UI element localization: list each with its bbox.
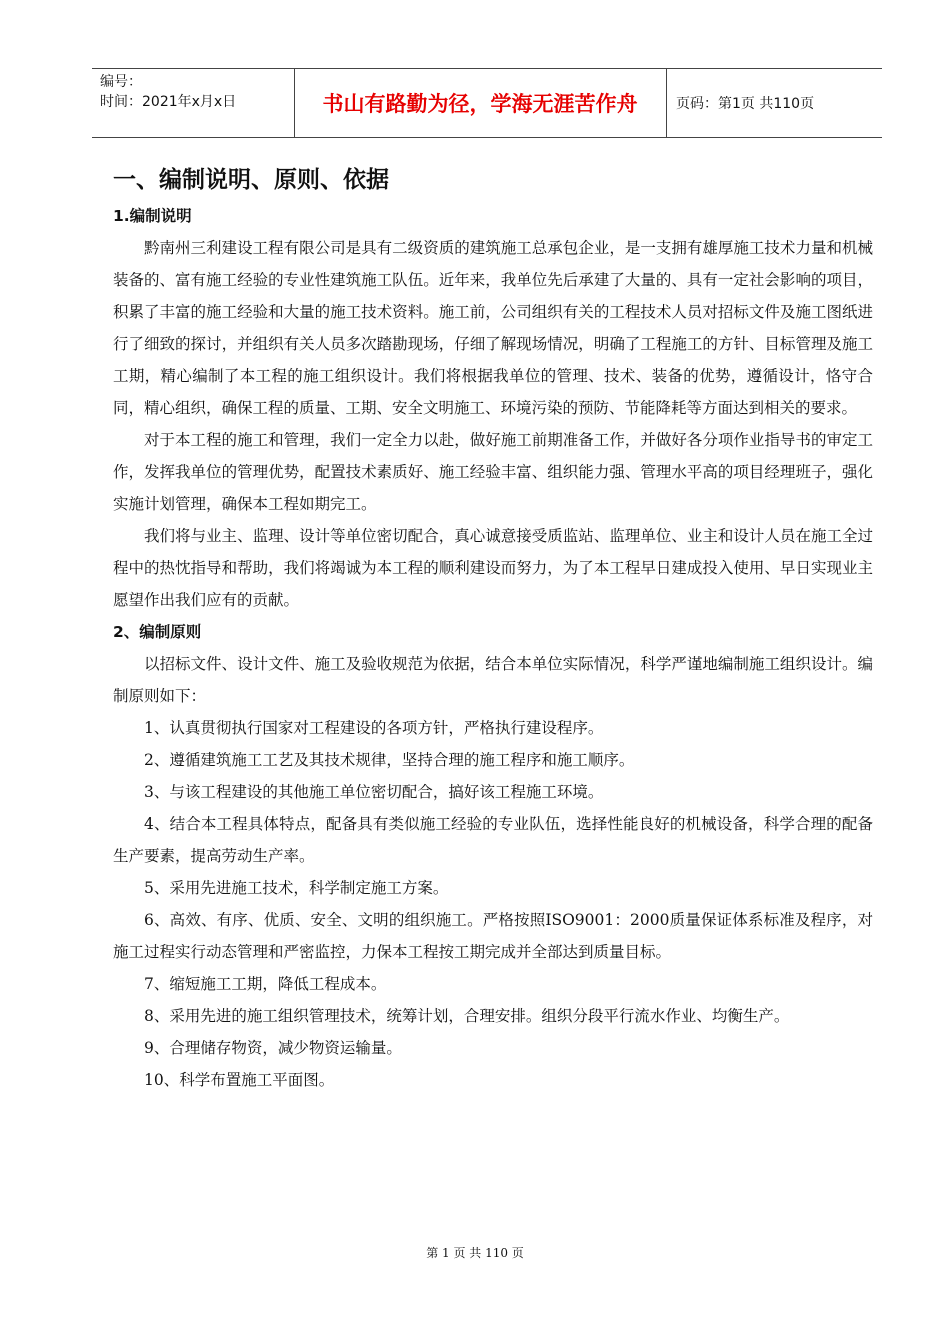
document-number-label: 编号：	[100, 74, 142, 90]
paragraph: 我们将与业主、监理、设计等单位密切配合，真心诚意接受质监站、监理单位、业主和设计人员在施工全过程中的热忱指导和帮助，我们将竭诚为本工程的顺利建设而努力，为了本工程早日建成投入使用、早日实现业主愿望作出我们应有的贡献。	[113, 527, 873, 609]
principle-item: 10、科学布置施工平面图。	[144, 1071, 335, 1089]
principle-item: 3、与该工程建设的其他施工单位密切配合，搞好该工程施工环境。	[144, 783, 604, 801]
header-divider	[666, 69, 667, 137]
principle-item: 1、认真贯彻执行国家对工程建设的各项方针，严格执行建设程序。	[144, 719, 604, 737]
principle-item: 6、高效、有序、优质、安全、文明的组织施工。严格按照ISO9001：2000质量保证体系标准及程序，对施工过程实行动态管理和严密监控，力保本工程按工期完成并全部达到质量目标。	[113, 911, 873, 961]
page-footer: 第 1 页 共 110 页	[426, 1246, 524, 1260]
header-info	[100, 72, 236, 112]
header-motto: 书山有路勤为径，学海无涯苦作舟	[322, 92, 638, 116]
document-body	[113, 200, 873, 1096]
document-time-label: 时间：2021年x月x日	[100, 94, 237, 110]
principle-item: 9、合理储存物资，减少物资运输量。	[144, 1039, 402, 1057]
principle-item: 5、采用先进施工技术，科学制定施工方案。	[144, 879, 449, 897]
section-heading: 1.编制说明	[113, 207, 192, 225]
paragraph: 黔南州三利建设工程有限公司是具有二级资质的建筑施工总承包企业，是一支拥有雄厚施工技术力量和机械装备的、富有施工经验的专业性建筑施工队伍。近年来，我单位先后承建了大量的、具有一定社会影响的项目，积累了丰富的施工经验和大量的施工技术资料。施工前，公司组织有关的工程技术人员对招标文件及施工图纸进行了细致的探讨，并组织有关人员多次踏勘现场，仔细了解现场情况，明确了工程施工的方针、目标管理及施工工期，精心编制了本工程的施工组织设计。我们将根据我单位的管理、技术、装备的优势，遵循设计，恪守合同，精心组织，确保工程的质量、工期、安全文明施工、环境污染的预防、节能降耗等方面达到相关的要求。	[113, 239, 873, 417]
document-title: 一、编制说明、原则、依据	[113, 167, 389, 193]
header-page-info: 页码：第1页 共110页	[676, 96, 815, 112]
principle-item: 2、遵循建筑施工工艺及其技术规律，坚持合理的施工程序和施工顺序。	[144, 751, 635, 769]
principle-item: 7、缩短施工工期，降低工程成本。	[144, 975, 387, 993]
section-heading: 2、编制原则	[113, 623, 202, 641]
paragraph: 以招标文件、设计文件、施工及验收规范为依据，结合本单位实际情况，科学严谨地编制施工组织设计。编制原则如下：	[113, 655, 873, 705]
paragraph: 对于本工程的施工和管理，我们一定全力以赴，做好施工前期准备工作，并做好各分项作业指导书的审定工作，发挥我单位的管理优势，配置技术素质好、施工经验丰富、组织能力强、管理水平高的项目经理班子，强化实施计划管理，确保本工程如期完工。	[113, 431, 873, 513]
page-header	[92, 68, 882, 138]
principle-item: 8、采用先进的施工组织管理技术，统筹计划，合理安排。组织分段平行流水作业、均衡生产。	[144, 1007, 790, 1025]
principle-item: 4、结合本工程具体特点，配备具有类似施工经验的专业队伍，选择性能良好的机械设备，科学合理的配备生产要素，提高劳动生产率。	[113, 815, 873, 865]
